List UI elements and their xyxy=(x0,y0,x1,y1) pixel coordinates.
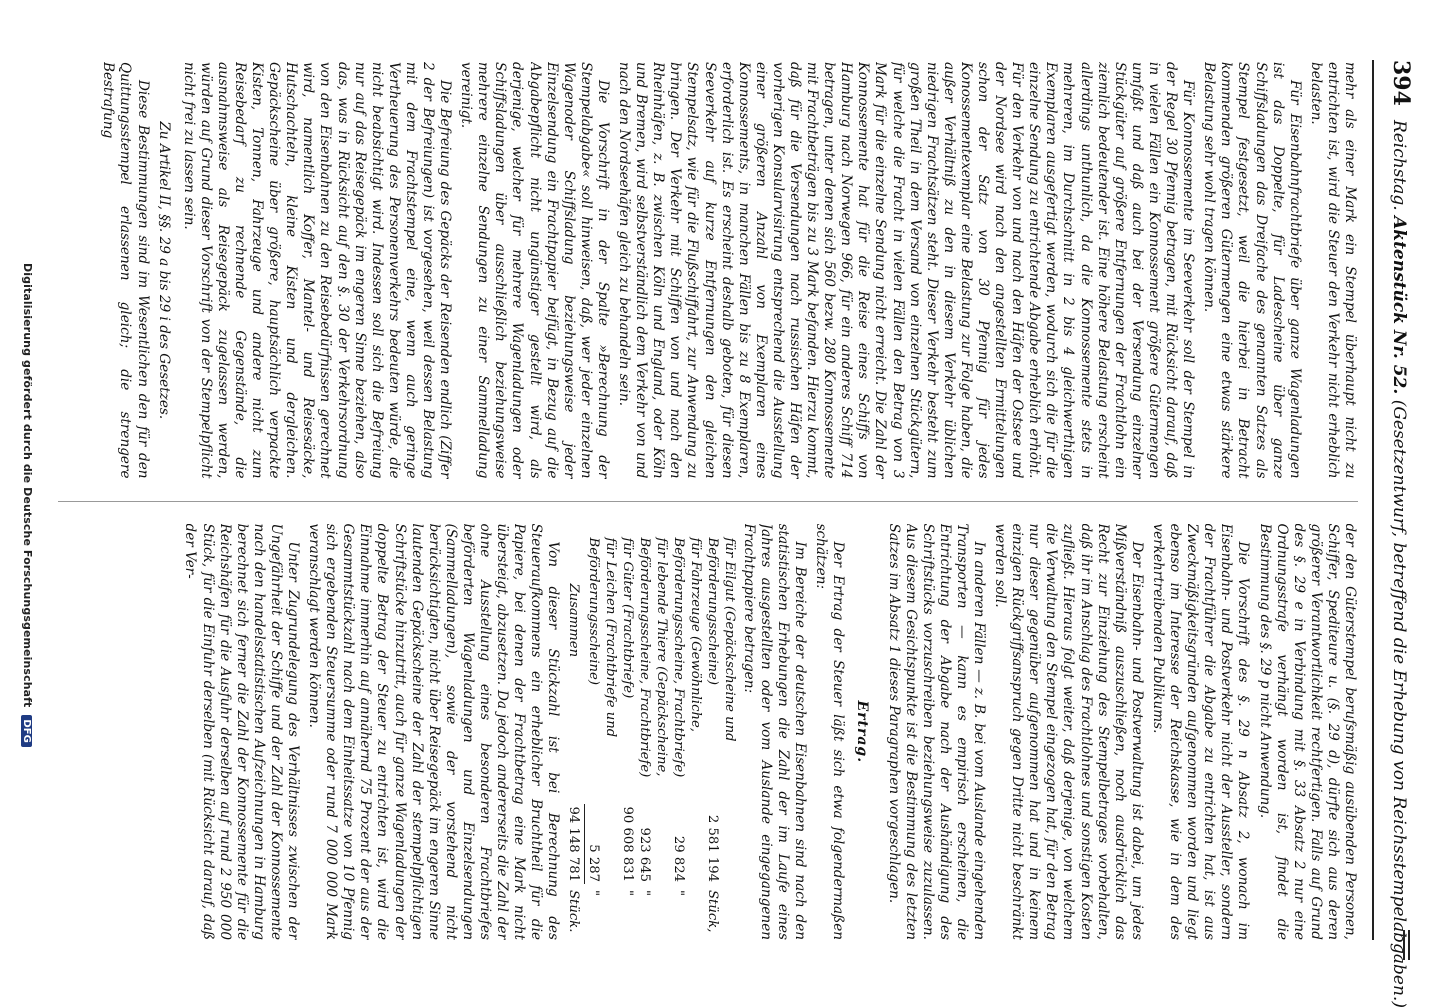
header-rule xyxy=(1372,60,1374,940)
running-title xyxy=(1389,120,1409,1008)
row-label: für Güter (Frachtbriefe) xyxy=(619,537,635,699)
header-corner-mark xyxy=(1403,930,1410,960)
article-heading: Zu Artikel II, §§. 29 a bis 29 i des Gesetzes. xyxy=(155,121,172,420)
paragraph: Die Vorschrift in der Spalte »Berechnung der Stempelabgabe« soll hinweisen, daß, wer jeder einzelnen Wagenoder Schiffsladung beziehungsweise jeder Einzelsendung ein Frachtpapier beifügt, in Bezug auf die Abgabepflicht nicht ungünstiger gestellt wird, als derjenige, welcher für mehrere Wagenladungen oder Schiffsladungen über ausschließlich beziehungsweise mehrere einzelne Sendungen zu einer Sammelladung vereinigt. xyxy=(458,62,611,479)
row-label: für Leichen (Frachtbriefe und Beförderungsscheine) xyxy=(585,537,618,738)
credit-text: Digitalisierung gefördert durch die Deutsche Forschungsgemeinschaft xyxy=(21,263,34,708)
row-value: 29 824 xyxy=(670,835,686,882)
table-row xyxy=(619,524,636,941)
row-unit: " xyxy=(670,890,686,897)
page-number: 394 xyxy=(1388,60,1414,106)
row-value: 90 608 831 xyxy=(619,806,635,882)
row-value: 2 581 194 xyxy=(704,814,720,882)
total-label: Zusammen xyxy=(566,583,582,658)
paragraph: Von dieser Stückzahl ist bei Berechnung des Steueraufkommens ein erheblicher Bruchtheil für die Papiere, bei denen der Frachtbetrag eine Mark nicht übersteigt, abzusetzen. Da jedoch andererseits die Zahl der ohne Ausstellung eines besonderen Frachtbriefes beförderten Wagenladungen und Einzelsendungen (Sammelladungen), sowie der vorstehend nicht berücksichtigten, nicht über Reisegepäck im engeren Sinne lautenden Gepäckscheine der Zahl der stempelpflichtigen Schriftstücke hinzutritt, auch für ganze Wagenladungen der doppelte Betrag der Steuer zu entrichten ist, wird die Einnahme immerhin auf annähernd 75 Prozent der aus der Gesammtstückzahl nach dem Einheitssatze von 10 Pfennig sich ergebenden Steuersumme oder rund 7 000 000 Mark veranschlagt werden können. xyxy=(306,523,562,940)
paragraph: Der Eisenbahn- und Postverwaltung ist dabei, um jedes Mißverständniß auszuschließen, noch ausdrücklich das Recht zur Einziehung des Stempelbetrages vorbehalten, daß ihr im Anschlag des Frachtlohnes und sonstigen Kosten zufließt. Hieraus folgt weiter, daß derjenige, von welchem die Verwaltung den Stempel eingezogen hat, für den Betrag nur dieser gegenüber aufgenommen hat und in keinem einzigen Rückgriffsanspruch gegen Dritte nicht beschränkt werden soll. xyxy=(992,523,1145,940)
row-value: 5 287 xyxy=(585,804,619,884)
total-value: 94 148 781 xyxy=(566,806,582,882)
right-column xyxy=(58,524,1358,941)
digitization-credit xyxy=(21,155,34,855)
section-heading: Ertrag. xyxy=(854,700,871,764)
paragraph: mehr als einer Mark ein Stempel überhaupt nicht zu entrichten ist, wird die Steuer den Verkehr nicht erheblich belasten. xyxy=(1307,62,1358,479)
row-unit: " xyxy=(585,890,601,897)
left-title: Reichstag. xyxy=(1389,119,1409,211)
column-divider xyxy=(58,501,1358,502)
table-row xyxy=(670,524,704,941)
total-unit: Stück. xyxy=(566,890,582,933)
row-unit: Stück, xyxy=(704,890,720,933)
paragraph: der den Güterstempel berufsmäßig ausübenden Personen, Schiffer, Spediteure u. (§. 29 d), dürfte sich aus deren größerer Verantwortlichkeit rechtfertigen. Falls auf Grund des §. 29 e in Verbindung mit §. 33 Absatz 2 nur eine Ordnungsstrafe verhängt worden ist, findet die Bestimmung des §. 29 p nicht Anwendung. xyxy=(1256,523,1358,940)
table-row xyxy=(636,524,670,941)
paragraph: Im Bereiche der deutschen Eisenbahnen sind nach den statistischen Erhebungen die Zahl der im Laufe eines Jahres ausgestellten oder vom Auslande eingegangenen Frachtpapiere betragen: xyxy=(741,523,809,940)
paragraph: In anderen Fällen — z. B. bei vom Auslande eingehenden Transporten — kann es empirisch erscheinen, die Entrichtung der Abgabe nach der Aushändigung des Schriftstücks vorzuschreiben beziehungsweise zuzulassen. Aus diesem Gesichtspunkte ist die Bestimmung des letzten Satzes im Absatz 1 dieses Paragraphen vorgeschlagen. xyxy=(885,523,988,940)
table-row xyxy=(585,524,619,941)
freight-papers-table xyxy=(565,524,738,941)
row-value: 923 645 xyxy=(636,827,652,882)
row-unit: " xyxy=(619,890,635,897)
paragraph: Der Ertrag der Steuer läßt sich etwa folgendermaßen schätzen: xyxy=(813,523,847,940)
table-total-row xyxy=(565,524,585,941)
paragraph: Unter Zugrundelegung des Verhältnisses zwischen der Ungefährheit der Schiffe und der Zahl der Konnossemente nach den handelsstatistischen Aufzeichnungen in Hamburg berechnet sich ferner die Zahl der Konnossemente für die Reichshäfen für die Ausfuhr derselben auf rund 2 950 000 Stück, für die Einfuhr derselben (mit Rücksicht darauf, daß der Ver- xyxy=(182,523,301,940)
dfg-logo-badge: DFG xyxy=(21,715,32,747)
right-title: (Gesetzentwurf, betreffend die Erhebung von Reichsstempelabgaben.) xyxy=(1389,399,1409,1008)
table-row xyxy=(704,524,738,941)
text-columns xyxy=(58,62,1358,940)
row-label: für lebende Thiere (Gepäckscheine, Beförderungsscheine, Frachtbriefe) xyxy=(636,537,669,778)
document-label: Aktenstück Nr. 52. xyxy=(1389,216,1409,395)
running-header xyxy=(1388,60,1414,1008)
paragraph: Für Eisenbahnfrachtbriefe über ganze Wagenladungen ist das Doppelte, für Ladescheine über ganze Schiffsladungen das Dreifache des genannten Satzes als Stempel festgesetzt, weil die hierbei in Betracht kommenden größeren Gütermengen eine etwas stärkere Belastung sehr wohl tragen können. xyxy=(1201,62,1303,479)
paragraph: Die Vorschrift des §. 29 n Absatz 2, wonach im Eisenbahn- und Postverkehr nicht der Aussteller, sondern der Frachtführer die Abgabe zu entrichten hat, ist aus Zweckmäßigkeitsgründen aufgenommen worden und liegt ebenso im Interesse der Reichskasse, wie in dem des verkehrtreibenden Publikums. xyxy=(1149,523,1252,940)
row-label: für Fahrzeuge (Gewöhnliche, Beförderungsscheine, Frachtbriefe) xyxy=(670,537,703,778)
paragraph: Für Konnossemente im Seeverkehr soll der Stempel in der Regel 30 Pfennig betragen, mit Rücksicht darauf, daß in vielen Fällen ein Konnossement größere Gütermengen umfaßt und daß auch bei der Versendung einzelner Stückgüter auf größere Entfernungen der Frachtlohn ein ziemlich bedeutender ist. Eine höhere Belastung erscheint allerdings unthunlich, da die Konnossemente stets in mehreren, im Durchschnitt in 2 bis 4 gleichwerthigen Exemplaren ausgefertigt werden, wodurch sich die für die einzelne Sendung zu entrichtende Abgabe erheblich erhöht. Für den Verkehr von und nach den Häfen der Ostsee und der Nordsee wird nach den angestellten Ermittelungen schon der Satz von 30 Pfennig für jedes Konossementexemplar eine Belastung zur Folge haben, die außer Verhältniß zu den in diesem Verkehr üblichen niedrigen Frachtsätzen steht. Dieser Verkehr besteht zum großen Theil in dem Versand von einzelnen Stückgütern, für welche die Fracht in vielen Fällen den Betrag von 3 Mark für die einzelne Sendung nicht erreicht. Die Zahl der Konnossemente hat für die Reise eines Schiffs von Hamburg nach Norwegen 966, für ein anderes Schiff 714 betragen, unter denen sich 560 bezw. 280 Konnossemente mit Frachtbeträgen bis zu 3 Mark befanden. Hierzu kommt, daß für die Versendungen nach russischen Häfen der vorherigen Konsularvisirung entsprechend die Ausstellung einer größeren Anzahl von Exemplaren eines Konnossements, in manchen Fällen bis zu 8 Exemplaren, erforderlich ist. Es erscheint deshalb geboten, für diesen Seeverkehr auf kurze Entfernungen den gleichen Stempelsatz, wie für die Flußschiffahrt, zur Anwendung zu bringen. Der Verkehr mit Schiffen von und nach den Rheinhäfen, z. B. zwischen Köln und England, oder Köln und Bremen, wird selbstverständlich dem Verkehr von und nach den Nordseehäfen gleich zu behandeln sein. xyxy=(616,62,1197,479)
paragraph: Diese Bestimmungen sind im Wesentlichen den für den Quittungsstempel erlassenen gleich; die strengere Bestrafung xyxy=(100,62,151,479)
left-column xyxy=(58,62,1358,479)
row-label: für Eilgut (Gepäckscheine und Beförderungsscheine) xyxy=(704,537,737,742)
paragraph: Die Befreiung des Gepäcks der Reisenden endlich (Ziffer 2 der Befreiungen) ist vorgesehen, weil dessen Belastung mit dem Frachtstempel eine, wenn auch geringe Vertheuerung des Personenverkehrs bedeuten würde, die nicht beabsichtigt wird. Indessen soll sich die Befreiung nur auf das Reisegepäck im engeren Sinne beziehen, also das, was in Rücksicht auf den §. 30 der Verkehrsordnung von den Eisenbahnen zu den Reisebedürfnissen gerechnet wird, namentlich Koffer, Mantel- und Reisesäcke, Hutschachteln, kleine Kisten und dergleichen. Gepäckscheine über größere, hauptsächlich verpackte Kisten, Tonnen, Fahrzeuge und andere nicht zum Reisebedarf zu rechnende Gegenstände, die ausnahmsweise als Reisegepäck zugelassen werden, würden auf Grund dieser Vorschrift von der Stempelpflicht nicht frei zu lassen sein. xyxy=(180,62,454,479)
row-unit: " xyxy=(636,890,652,897)
